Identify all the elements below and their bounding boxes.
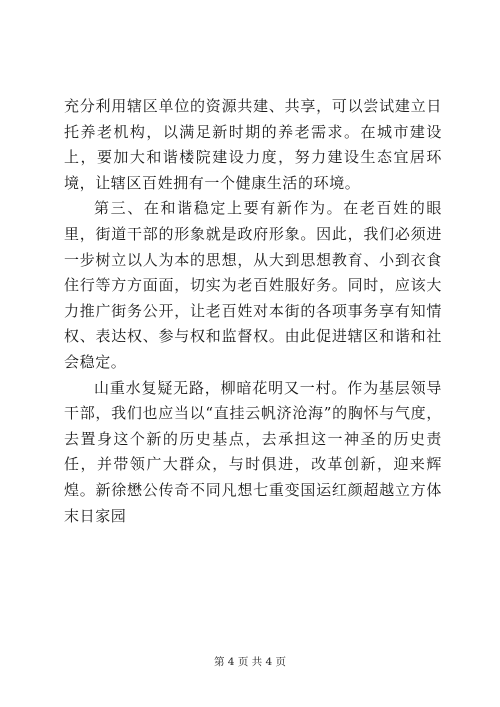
paragraph-1: 充分利用辖区单位的资源共建、共享，可以尝试建立日托养老机构，以满足新时期的养老需求。在城市建设上，要加大和谐楼院建设力度，努力建设生态宜居环境，让辖区百姓拥有一个健康生活的环境。 [64, 97, 442, 192]
body-text [64, 94, 442, 529]
paragraph-2: 第三、在和谐稳定上要有新作为。在老百姓的眼里，街道干部的形象就是政府形象。因此，我们必须进一步树立以人为本的思想，从大到思想教育、小到衣食住行等方方面面，切实为老百姓服好务。同时，应该大力推广街务公开，让老百姓对本街的各项事务享有知情权、表达权、参与权和监督权。由此促进辖区和谐和社会稳定。 [64, 199, 442, 371]
paragraph-3: 山重水复疑无路，柳暗花明又一村。作为基层领导干部，我们也应当以“直挂云帆济沧海”的胸怀与气度，去置身这个新的历史基点，去承担这一神圣的历史责任，并带领广大群众，与时俱进，改革创新，迎来辉煌。新徐懋公传奇不同凡想七重变国运红颜超越立方体末日家园 [64, 378, 442, 525]
page-footer: 第 4 页 共 4 页 [213, 656, 287, 668]
